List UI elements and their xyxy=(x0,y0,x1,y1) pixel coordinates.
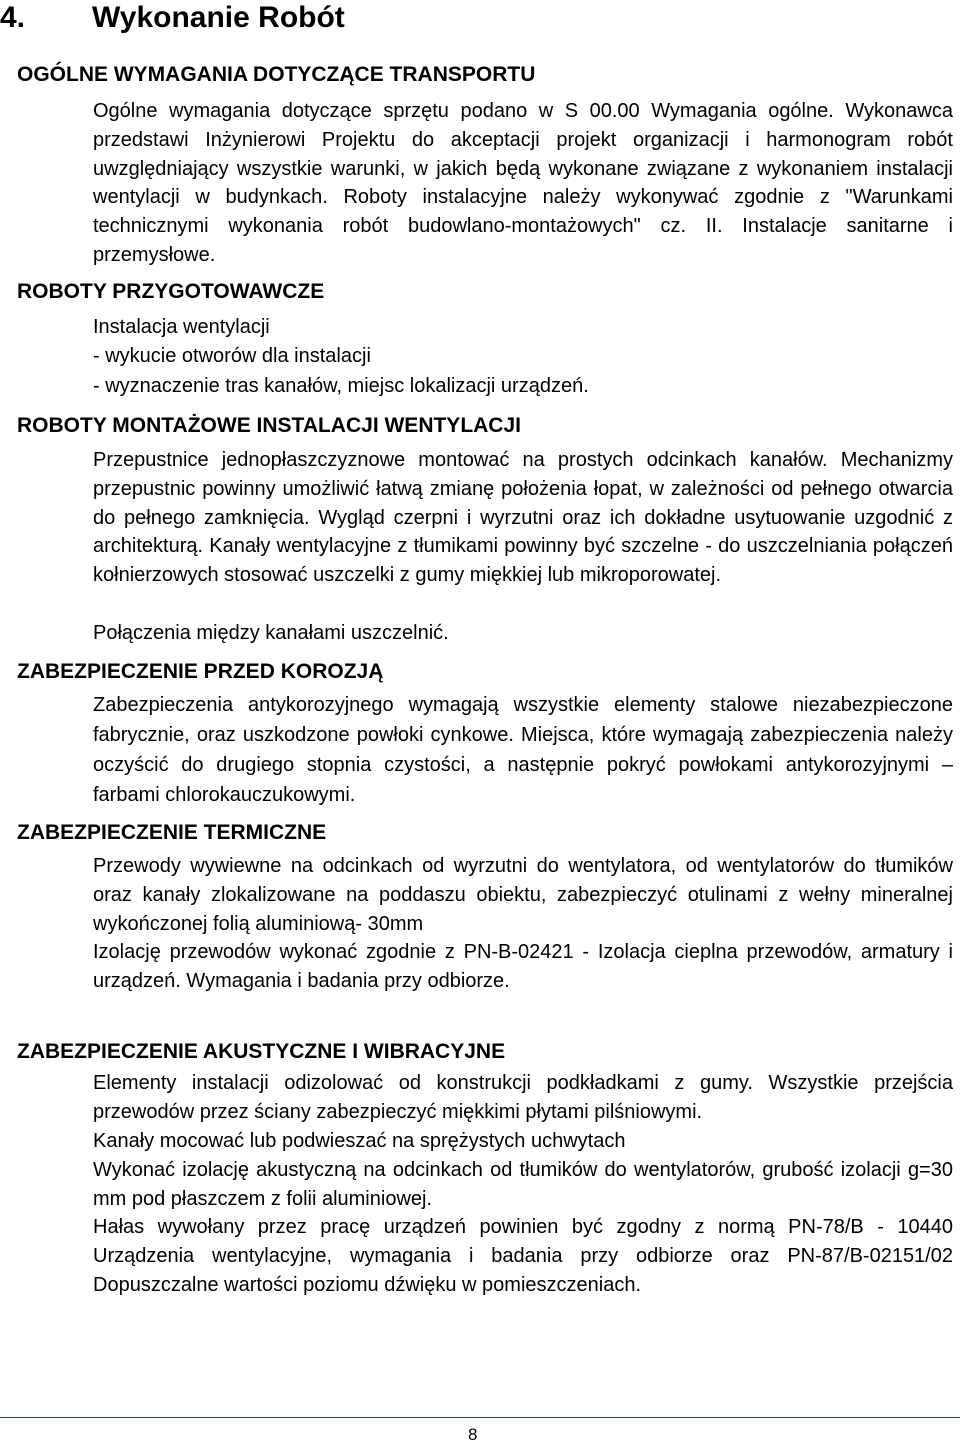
paragraph-termiczne-2: Izolację przewodów wykonać zgodnie z PN-B-02421 - Izolacja cieplna przewodów, armatury i urządzeń. Wymagania i badania przy odbiorze. xyxy=(93,941,953,992)
list-item: - wyznaczenie tras kanałów, miejsc lokalizacji urządzeń. xyxy=(93,374,589,397)
paragraph-termiczne: Przewody wywiewne na odcinkach od wyrzutni do wentylatora, od wentylatorów do tłumików oraz kanały zlokalizowane na poddaszu obiektu, zabezpieczyć otulinami z wełny mineralnej wykończonej folią aluminiową- 30mm xyxy=(93,855,953,935)
section-title-akustyczne: ZABEZPIECZENIE AKUSTYCZNE I WIBRACYJNE xyxy=(17,1040,506,1063)
przygotowawcze-list xyxy=(93,313,953,401)
paragraph-transport: Ogólne wymagania dotyczące sprzętu podano w S 00.00 Wymagania ogólne. Wykonawca przedstawi Inżynierowi Projektu do akceptacji projekt organizacji i harmonogram robót uwzględniający wszystkie warunki, w jakich będą wykonane związane z wykonaniem instalacji wentylacji w budynkach. Roboty instalacyjne należy wykonywać zgodnie z "Warunkami technicznymi wykonania robót budowlano-montażowych" cz. II. Instalacje sanitarne i przemysłowe. xyxy=(93,100,953,266)
chapter-number: 4. xyxy=(0,1,26,34)
paragraph-akustyczne-2: Kanały mocować lub podwieszać na sprężystych uchwytach xyxy=(93,1130,626,1152)
section-title-termiczne: ZABEZPIECZENIE TERMICZNE xyxy=(17,821,327,844)
paragraph-montazowe-2: Połączenia między kanałami uszczelnić. xyxy=(93,622,449,644)
paragraph-akustyczne-1: Elementy instalacji odizolować od konstrukcji podkładkami z gumy. Wszystkie przejścia przewodów przez ściany zabezpieczyć miękkimi płytami pilśniowymi. xyxy=(93,1072,953,1123)
paragraph-montazowe: Przepustnice jednopłaszczyznowe montować na prostych odcinkach kanałów. Mechanizmy przepustnic powinny umożliwić łatwą zmianę położenia łopat, w zależności od pełnego otwarcia do pełnego zamknięcia. Wygląd czerpni i wyrzutni oraz ich dokładne usytuowanie uzgodnić z architekturą. Kanały wentylacyjne z tłumikami powinny być szczelne - do uszczelniania połączeń kołnierzowych stosować uszczelki z gumy miękkiej lub mikroporowatej. xyxy=(93,449,953,587)
paragraph-akustyczne-3: Wykonać izolację akustyczną na odcinkach od tłumików do wentylatorów, grubość izolacji g=30 mm pod płaszczem z folii aluminiowej. xyxy=(93,1159,953,1210)
footer-rule xyxy=(0,1417,960,1418)
section-title-przygotowawcze: ROBOTY PRZYGOTOWAWCZE xyxy=(17,280,325,303)
section-title-montazowe: ROBOTY MONTAŻOWE INSTALACJI WENTYLACJI xyxy=(17,414,521,437)
section-title-transport: OGÓLNE WYMAGANIA DOTYCZĄCE TRANSPORTU xyxy=(17,63,536,86)
paragraph-akustyczne-4: Hałas wywołany przez pracę urządzeń powinien być zgodny z normą PN-78/B - 10440 Urządzenia wentylacyjne, wymagania i badania przy odbiorze oraz PN-87/B-02151/02 Dopuszczalne wartości poziomu dźwięku w pomieszczeniach. xyxy=(93,1216,953,1296)
chapter-title: Wykonanie Robót xyxy=(92,1,345,34)
list-item: Instalacja wentylacji xyxy=(93,316,270,338)
list-item: - wykucie otworów dla instalacji xyxy=(93,345,371,368)
chapter-heading xyxy=(0,0,345,36)
paragraph-korozja: Zabezpieczenia antykorozyjnego wymagają wszystkie elementy stalowe niezabezpieczone fabrycznie, oraz uszkodzone powłoki cynkowe. Miejsca, które wymagają zabezpieczenia należy oczyścić do drugiego stopnia czystości, a następnie pokryć powłokami antykorozyjnymi – farbami chlorokauczukowymi. xyxy=(93,694,953,806)
page-number: 8 xyxy=(468,1425,478,1444)
section-title-korozja: ZABEZPIECZENIE PRZED KOROZJĄ xyxy=(17,660,384,683)
